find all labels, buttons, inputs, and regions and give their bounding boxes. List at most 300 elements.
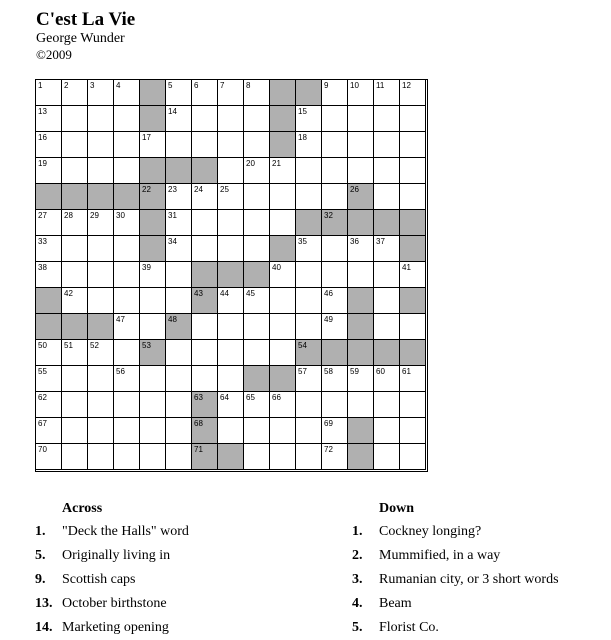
grid-cell[interactable] [114, 132, 140, 158]
grid-block [348, 184, 374, 210]
clue-number: 4. [352, 596, 363, 611]
cell-number: 19 [38, 159, 47, 168]
cell-number: 54 [298, 341, 307, 350]
grid-cell[interactable] [322, 366, 348, 392]
grid-cell[interactable] [244, 80, 270, 106]
cell-number: 51 [64, 341, 73, 350]
grid-cell[interactable] [114, 392, 140, 418]
grid-cell[interactable] [374, 288, 400, 314]
clue-text: Rumanian city, or 3 short words [379, 572, 559, 587]
grid-cell[interactable] [296, 314, 322, 340]
clue-text: Florist Co. [379, 620, 439, 635]
grid-cell[interactable] [88, 418, 114, 444]
grid-cell[interactable] [166, 288, 192, 314]
grid-cell[interactable] [322, 158, 348, 184]
grid-cell[interactable] [244, 236, 270, 262]
cell-number: 69 [324, 419, 333, 428]
grid-cell[interactable] [270, 392, 296, 418]
cell-number: 44 [220, 289, 229, 298]
grid-block [400, 210, 426, 236]
grid-cell[interactable] [270, 184, 296, 210]
grid-cell[interactable] [244, 444, 270, 470]
grid-cell[interactable] [296, 392, 322, 418]
grid-cell[interactable] [322, 236, 348, 262]
cell-number: 68 [194, 419, 203, 428]
grid-cell[interactable] [244, 210, 270, 236]
clue-number: 14. [35, 620, 53, 635]
cell-number: 52 [90, 341, 99, 350]
grid-cell[interactable] [114, 158, 140, 184]
grid-cell[interactable] [296, 444, 322, 470]
grid-cell[interactable] [244, 418, 270, 444]
grid-block [192, 418, 218, 444]
grid-cell[interactable] [88, 236, 114, 262]
grid-cell[interactable] [140, 444, 166, 470]
grid-cell[interactable] [62, 418, 88, 444]
cell-number: 53 [142, 341, 151, 350]
grid-cell[interactable] [36, 80, 62, 106]
grid-cell[interactable] [270, 262, 296, 288]
grid-cell[interactable] [114, 80, 140, 106]
grid-block [374, 340, 400, 366]
grid-block [270, 132, 296, 158]
cell-number: 7 [220, 81, 225, 90]
grid-cell[interactable] [114, 210, 140, 236]
grid-cell[interactable] [166, 184, 192, 210]
grid-block [140, 236, 166, 262]
clue-text: Cockney longing? [379, 524, 482, 539]
grid-cell[interactable] [270, 418, 296, 444]
grid-block [140, 158, 166, 184]
clue-number: 5. [35, 548, 46, 563]
cell-number: 30 [116, 211, 125, 220]
grid-cell[interactable] [140, 288, 166, 314]
grid-cell[interactable] [400, 158, 426, 184]
clue-number: 3. [352, 572, 363, 587]
grid-cell[interactable] [244, 106, 270, 132]
cell-number: 22 [142, 185, 151, 194]
crossword-grid [35, 79, 428, 472]
grid-cell[interactable] [400, 262, 426, 288]
grid-block [348, 340, 374, 366]
grid-cell[interactable] [374, 314, 400, 340]
grid-cell[interactable] [114, 262, 140, 288]
grid-cell[interactable] [140, 418, 166, 444]
cell-number: 62 [38, 393, 47, 402]
grid-cell[interactable] [244, 184, 270, 210]
cell-number: 60 [376, 367, 385, 376]
grid-cell[interactable] [140, 132, 166, 158]
grid-block [218, 262, 244, 288]
grid-cell[interactable] [36, 418, 62, 444]
grid-cell[interactable] [166, 80, 192, 106]
grid-cell[interactable] [296, 262, 322, 288]
grid-cell[interactable] [192, 184, 218, 210]
grid-cell[interactable] [88, 158, 114, 184]
grid-cell[interactable] [270, 444, 296, 470]
cell-number: 2 [64, 81, 69, 90]
grid-cell[interactable] [36, 392, 62, 418]
cell-number: 15 [298, 107, 307, 116]
cell-number: 20 [246, 159, 255, 168]
grid-cell[interactable] [374, 418, 400, 444]
grid-cell[interactable] [36, 210, 62, 236]
grid-block [270, 366, 296, 392]
cell-number: 8 [246, 81, 251, 90]
clue-text: Originally living in [62, 548, 171, 563]
grid-block [192, 392, 218, 418]
grid-block [140, 184, 166, 210]
grid-cell[interactable] [140, 392, 166, 418]
grid-cell[interactable] [400, 418, 426, 444]
grid-cell[interactable] [322, 262, 348, 288]
cell-number: 21 [272, 159, 281, 168]
cell-number: 58 [324, 367, 333, 376]
grid-cell[interactable] [62, 288, 88, 314]
cell-number: 34 [168, 237, 177, 246]
down-clue [352, 544, 559, 568]
grid-block [244, 366, 270, 392]
grid-cell[interactable] [88, 262, 114, 288]
grid-cell[interactable] [62, 366, 88, 392]
grid-block [140, 340, 166, 366]
grid-cell[interactable] [400, 444, 426, 470]
down-clue [352, 616, 559, 640]
grid-cell[interactable] [218, 210, 244, 236]
down-clue [352, 592, 559, 616]
grid-block [166, 158, 192, 184]
grid-cell[interactable] [36, 158, 62, 184]
grid-cell[interactable] [348, 132, 374, 158]
grid-cell[interactable] [192, 132, 218, 158]
grid-cell[interactable] [166, 444, 192, 470]
across-heading: Across [62, 501, 103, 516]
cell-number: 70 [38, 445, 47, 454]
cell-number: 3 [90, 81, 95, 90]
grid-block [62, 314, 88, 340]
grid-cell[interactable] [192, 236, 218, 262]
grid-cell[interactable] [166, 210, 192, 236]
clue-number: 1. [352, 524, 363, 539]
grid-block [348, 444, 374, 470]
grid-cell[interactable] [218, 418, 244, 444]
grid-cell[interactable] [140, 262, 166, 288]
cell-number: 11 [376, 81, 385, 90]
grid-cell[interactable] [88, 288, 114, 314]
grid-cell[interactable] [374, 184, 400, 210]
cell-number: 42 [64, 289, 73, 298]
grid-cell[interactable] [62, 106, 88, 132]
grid-cell[interactable] [36, 236, 62, 262]
cell-number: 16 [38, 133, 47, 142]
cell-number: 65 [246, 393, 255, 402]
grid-cell[interactable] [166, 106, 192, 132]
grid-block [348, 288, 374, 314]
grid-block [348, 210, 374, 236]
grid-cell[interactable] [62, 262, 88, 288]
grid-cell[interactable] [348, 262, 374, 288]
grid-cell[interactable] [88, 106, 114, 132]
grid-cell[interactable] [218, 366, 244, 392]
grid-cell[interactable] [296, 132, 322, 158]
down-clue [352, 520, 559, 544]
clue-text: Marketing opening [62, 620, 169, 635]
grid-cell[interactable] [322, 106, 348, 132]
cell-number: 31 [168, 211, 177, 220]
grid-cell[interactable] [322, 184, 348, 210]
cell-number: 50 [38, 341, 47, 350]
grid-cell[interactable] [400, 80, 426, 106]
grid-cell[interactable] [270, 314, 296, 340]
cell-number: 17 [142, 133, 151, 142]
cell-number: 39 [142, 263, 151, 272]
grid-block [296, 80, 322, 106]
grid-cell[interactable] [322, 132, 348, 158]
grid-cell[interactable] [400, 314, 426, 340]
grid-cell[interactable] [114, 106, 140, 132]
across-clues [35, 498, 189, 640]
clue-number: 13. [35, 596, 53, 611]
grid-cell[interactable] [218, 80, 244, 106]
cell-number: 43 [194, 289, 203, 298]
cell-number: 41 [402, 263, 411, 272]
grid-cell[interactable] [218, 314, 244, 340]
grid-block [192, 288, 218, 314]
grid-block [348, 314, 374, 340]
grid-cell[interactable] [166, 236, 192, 262]
grid-cell[interactable] [62, 80, 88, 106]
cell-number: 66 [272, 393, 281, 402]
grid-block [140, 80, 166, 106]
grid-cell[interactable] [296, 366, 322, 392]
grid-cell[interactable] [114, 236, 140, 262]
grid-block [400, 340, 426, 366]
grid-block [270, 80, 296, 106]
grid-cell[interactable] [270, 340, 296, 366]
grid-block [296, 340, 322, 366]
grid-cell[interactable] [374, 262, 400, 288]
grid-cell[interactable] [374, 444, 400, 470]
grid-cell[interactable] [166, 132, 192, 158]
clue-number: 1. [35, 524, 46, 539]
grid-cell[interactable] [322, 444, 348, 470]
cell-number: 45 [246, 289, 255, 298]
cell-number: 48 [168, 315, 177, 324]
grid-block [400, 288, 426, 314]
grid-cell[interactable] [36, 366, 62, 392]
grid-cell[interactable] [400, 366, 426, 392]
grid-cell[interactable] [88, 210, 114, 236]
across-clue [35, 520, 189, 544]
cell-number: 25 [220, 185, 229, 194]
grid-cell[interactable] [218, 158, 244, 184]
grid-cell[interactable] [140, 366, 166, 392]
grid-cell[interactable] [62, 340, 88, 366]
grid-cell[interactable] [36, 444, 62, 470]
grid-cell[interactable] [374, 366, 400, 392]
cell-number: 33 [38, 237, 47, 246]
grid-cell[interactable] [218, 340, 244, 366]
grid-block [192, 444, 218, 470]
grid-cell[interactable] [296, 158, 322, 184]
down-clue-list [352, 520, 559, 640]
grid-cell[interactable] [270, 288, 296, 314]
grid-cell[interactable] [348, 392, 374, 418]
grid-cell[interactable] [400, 184, 426, 210]
across-clue [35, 616, 189, 640]
grid-cell[interactable] [166, 392, 192, 418]
grid-block [36, 184, 62, 210]
grid-cell[interactable] [348, 236, 374, 262]
cell-number: 40 [272, 263, 281, 272]
grid-block [270, 106, 296, 132]
grid-cell[interactable] [114, 444, 140, 470]
grid-cell[interactable] [244, 158, 270, 184]
grid-block [400, 236, 426, 262]
grid-cell[interactable] [88, 80, 114, 106]
cell-number: 14 [168, 107, 177, 116]
grid-cell[interactable] [114, 340, 140, 366]
down-clue [352, 568, 559, 592]
grid-cell[interactable] [374, 392, 400, 418]
grid-cell[interactable] [296, 106, 322, 132]
cell-number: 64 [220, 393, 229, 402]
grid-cell[interactable] [296, 236, 322, 262]
grid-cell[interactable] [348, 366, 374, 392]
grid-block [322, 340, 348, 366]
grid-cell[interactable] [88, 366, 114, 392]
grid-cell[interactable] [244, 288, 270, 314]
cell-number: 10 [350, 81, 359, 90]
grid-cell[interactable] [114, 288, 140, 314]
clue-number: 2. [352, 548, 363, 563]
grid-cell[interactable] [88, 444, 114, 470]
grid-cell[interactable] [62, 392, 88, 418]
grid-cell[interactable] [400, 132, 426, 158]
grid-cell[interactable] [244, 392, 270, 418]
grid-cell[interactable] [400, 106, 426, 132]
cell-number: 47 [116, 315, 125, 324]
puzzle-title: C'est La Vie [36, 9, 136, 30]
cell-number: 72 [324, 445, 333, 454]
grid-cell[interactable] [374, 132, 400, 158]
cell-number: 36 [350, 237, 359, 246]
grid-cell[interactable] [192, 80, 218, 106]
grid-block [36, 314, 62, 340]
grid-cell[interactable] [374, 158, 400, 184]
grid-cell[interactable] [296, 184, 322, 210]
grid-cell[interactable] [296, 288, 322, 314]
cell-number: 57 [298, 367, 307, 376]
clue-text: Mummified, in a way [379, 548, 501, 563]
grid-block [192, 158, 218, 184]
grid-cell[interactable] [192, 340, 218, 366]
cell-number: 12 [402, 81, 411, 90]
grid-cell[interactable] [218, 236, 244, 262]
grid-cell[interactable] [374, 236, 400, 262]
grid-cell[interactable] [218, 288, 244, 314]
grid-cell[interactable] [88, 132, 114, 158]
grid-block [140, 106, 166, 132]
grid-cell[interactable] [270, 158, 296, 184]
grid-cell[interactable] [192, 366, 218, 392]
cell-number: 59 [350, 367, 359, 376]
grid-cell[interactable] [36, 262, 62, 288]
grid-cell[interactable] [192, 210, 218, 236]
down-heading: Down [379, 501, 415, 516]
grid-cell[interactable] [218, 106, 244, 132]
cell-number: 71 [194, 445, 203, 454]
grid-cell[interactable] [374, 80, 400, 106]
grid-cell[interactable] [36, 340, 62, 366]
grid-cell[interactable] [296, 418, 322, 444]
grid-cell[interactable] [140, 314, 166, 340]
cell-number: 13 [38, 107, 47, 116]
grid-cell[interactable] [244, 132, 270, 158]
grid-cell[interactable] [62, 158, 88, 184]
grid-cell[interactable] [166, 366, 192, 392]
cell-number: 38 [38, 263, 47, 272]
grid-block [270, 236, 296, 262]
down-clues [352, 498, 559, 640]
grid-cell[interactable] [114, 418, 140, 444]
grid-cell[interactable] [218, 184, 244, 210]
grid-cell[interactable] [348, 80, 374, 106]
grid-cell[interactable] [322, 392, 348, 418]
grid-cell[interactable] [322, 288, 348, 314]
grid-cell[interactable] [36, 132, 62, 158]
grid-cell[interactable] [270, 210, 296, 236]
grid-cell[interactable] [400, 392, 426, 418]
clue-number: 5. [352, 620, 363, 635]
grid-cell[interactable] [88, 392, 114, 418]
grid-cell[interactable] [114, 314, 140, 340]
cell-number: 29 [90, 211, 99, 220]
grid-cell[interactable] [62, 444, 88, 470]
grid-cell[interactable] [62, 210, 88, 236]
grid-cell[interactable] [166, 262, 192, 288]
grid-cell[interactable] [348, 106, 374, 132]
cell-number: 24 [194, 185, 203, 194]
grid-block [88, 184, 114, 210]
cell-number: 56 [116, 367, 125, 376]
grid-cell[interactable] [244, 340, 270, 366]
cell-number: 35 [298, 237, 307, 246]
grid-cell[interactable] [62, 236, 88, 262]
grid-cell[interactable] [374, 106, 400, 132]
grid-cell[interactable] [218, 132, 244, 158]
clue-text: Scottish caps [62, 572, 136, 587]
grid-cell[interactable] [244, 314, 270, 340]
across-clue [35, 568, 189, 592]
grid-block [140, 210, 166, 236]
grid-cell[interactable] [348, 158, 374, 184]
grid-cell[interactable] [322, 80, 348, 106]
grid-cell[interactable] [322, 418, 348, 444]
grid-cell[interactable] [88, 340, 114, 366]
grid-cell[interactable] [62, 132, 88, 158]
cell-number: 32 [324, 211, 333, 220]
cell-number: 23 [168, 185, 177, 194]
grid-cell[interactable] [166, 418, 192, 444]
grid-cell[interactable] [218, 392, 244, 418]
grid-cell[interactable] [166, 340, 192, 366]
grid-cell[interactable] [36, 106, 62, 132]
grid-cell[interactable] [192, 106, 218, 132]
grid-cell[interactable] [192, 314, 218, 340]
grid-cell[interactable] [322, 314, 348, 340]
grid-cell[interactable] [114, 366, 140, 392]
